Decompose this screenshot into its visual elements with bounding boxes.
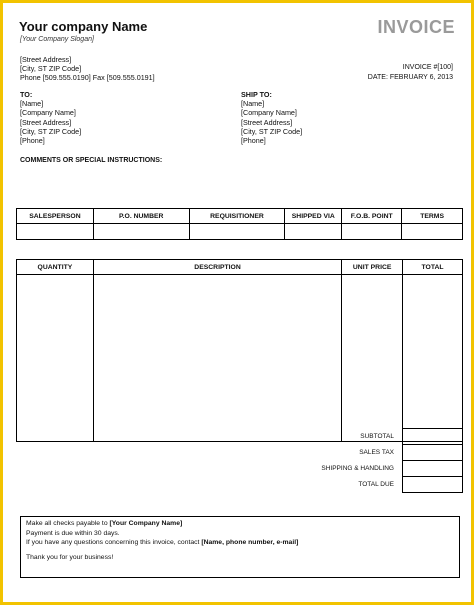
invoice-meta xyxy=(368,63,453,82)
col-fob-point: F.O.B. POINT xyxy=(342,209,402,224)
requisitioner-cell[interactable] xyxy=(189,224,285,240)
invoice-number: INVOICE #[100] xyxy=(402,64,453,71)
sales-data-row xyxy=(17,224,463,240)
col-description: DESCRIPTION xyxy=(93,260,341,275)
col-po-number: P.O. NUMBER xyxy=(93,209,189,224)
bill-to-street: [Street Address] xyxy=(20,117,72,127)
ship-to-street: [Street Address] xyxy=(241,117,293,127)
payment-terms: Payment is due within 30 days. xyxy=(26,529,120,537)
ship-to-city: [City, ST ZIP Code] xyxy=(241,126,303,136)
bill-to-company: [Company Name] xyxy=(20,108,76,118)
sales-tax-value[interactable] xyxy=(403,445,463,461)
col-terms: TERMS xyxy=(402,209,463,224)
sales-info-table xyxy=(16,208,463,240)
checks-line xyxy=(26,519,454,529)
col-quantity: QUANTITY xyxy=(17,260,94,275)
company-slogan: [Your Company Slogan] xyxy=(20,36,94,43)
sales-header-row xyxy=(17,209,463,224)
col-total: TOTAL xyxy=(403,260,463,275)
unit-price-cell[interactable] xyxy=(342,275,403,442)
ship-to-block xyxy=(241,90,302,145)
subtotal-label: SUBTOTAL xyxy=(360,433,394,440)
company-street: [Street Address] xyxy=(20,55,72,64)
ship-to-phone: [Phone] xyxy=(241,136,266,146)
shipped-via-cell[interactable] xyxy=(285,224,342,240)
items-header-row xyxy=(17,260,463,275)
checks-company-name: [Your Company Name] xyxy=(109,520,183,527)
shipping-row xyxy=(16,461,463,477)
quantity-cell[interactable] xyxy=(17,275,94,442)
salesperson-cell[interactable] xyxy=(17,224,94,240)
bill-to-phone: [Phone] xyxy=(20,136,45,146)
bill-to-city: [City, ST ZIP Code] xyxy=(20,126,82,136)
total-cell[interactable] xyxy=(403,275,463,442)
bill-to-label: TO: xyxy=(20,90,33,99)
company-address xyxy=(20,55,155,83)
totals-table xyxy=(16,428,463,493)
total-due-value[interactable] xyxy=(403,477,463,493)
terms-cell[interactable] xyxy=(402,224,463,240)
subtotal-row xyxy=(16,429,463,445)
col-shipped-via: SHIPPED VIA xyxy=(285,209,342,224)
line-items-table xyxy=(16,259,463,442)
total-due-row xyxy=(16,477,463,493)
thank-you-message: Thank you for your business! xyxy=(26,553,114,561)
ship-to-name: [Name] xyxy=(241,99,265,109)
company-phone-fax: Phone [509.555.0190] Fax [509.555.0191] xyxy=(20,73,155,83)
total-due-label: TOTAL DUE xyxy=(358,481,394,488)
po-number-cell[interactable] xyxy=(93,224,189,240)
col-salesperson: SALESPERSON xyxy=(17,209,94,224)
sales-tax-row xyxy=(16,445,463,461)
contact-prefix: If you have any questions concerning this invoice, contact xyxy=(26,539,202,546)
contact-info: [Name, phone number, e-mail] xyxy=(201,539,299,546)
comments-label: COMMENTS OR SPECIAL INSTRUCTIONS: xyxy=(20,157,163,164)
company-name: Your company Name xyxy=(19,19,148,34)
contact-line xyxy=(26,538,454,548)
ship-to-company: [Company Name] xyxy=(241,108,297,118)
col-unit-price: UNIT PRICE xyxy=(342,260,403,275)
bill-to-block xyxy=(20,90,81,145)
sales-tax-label: SALES TAX xyxy=(359,449,394,456)
items-body-row xyxy=(17,275,463,442)
ship-to-label: SHIP TO: xyxy=(241,90,272,99)
col-requisitioner: REQUISITIONER xyxy=(189,209,285,224)
shipping-label: SHIPPING & HANDLING xyxy=(321,465,394,472)
fob-point-cell[interactable] xyxy=(342,224,402,240)
invoice-title: INVOICE xyxy=(377,17,455,37)
invoice-date: DATE: FEBRUARY 6, 2013 xyxy=(367,73,453,81)
footer-notes xyxy=(20,516,460,578)
shipping-value[interactable] xyxy=(403,461,463,477)
checks-prefix: Make all checks payable to xyxy=(26,520,110,527)
company-city: [City, ST ZIP Code] xyxy=(20,64,82,74)
bill-to-name: [Name] xyxy=(20,99,44,109)
description-cell[interactable] xyxy=(93,275,341,442)
subtotal-value[interactable] xyxy=(403,429,463,445)
